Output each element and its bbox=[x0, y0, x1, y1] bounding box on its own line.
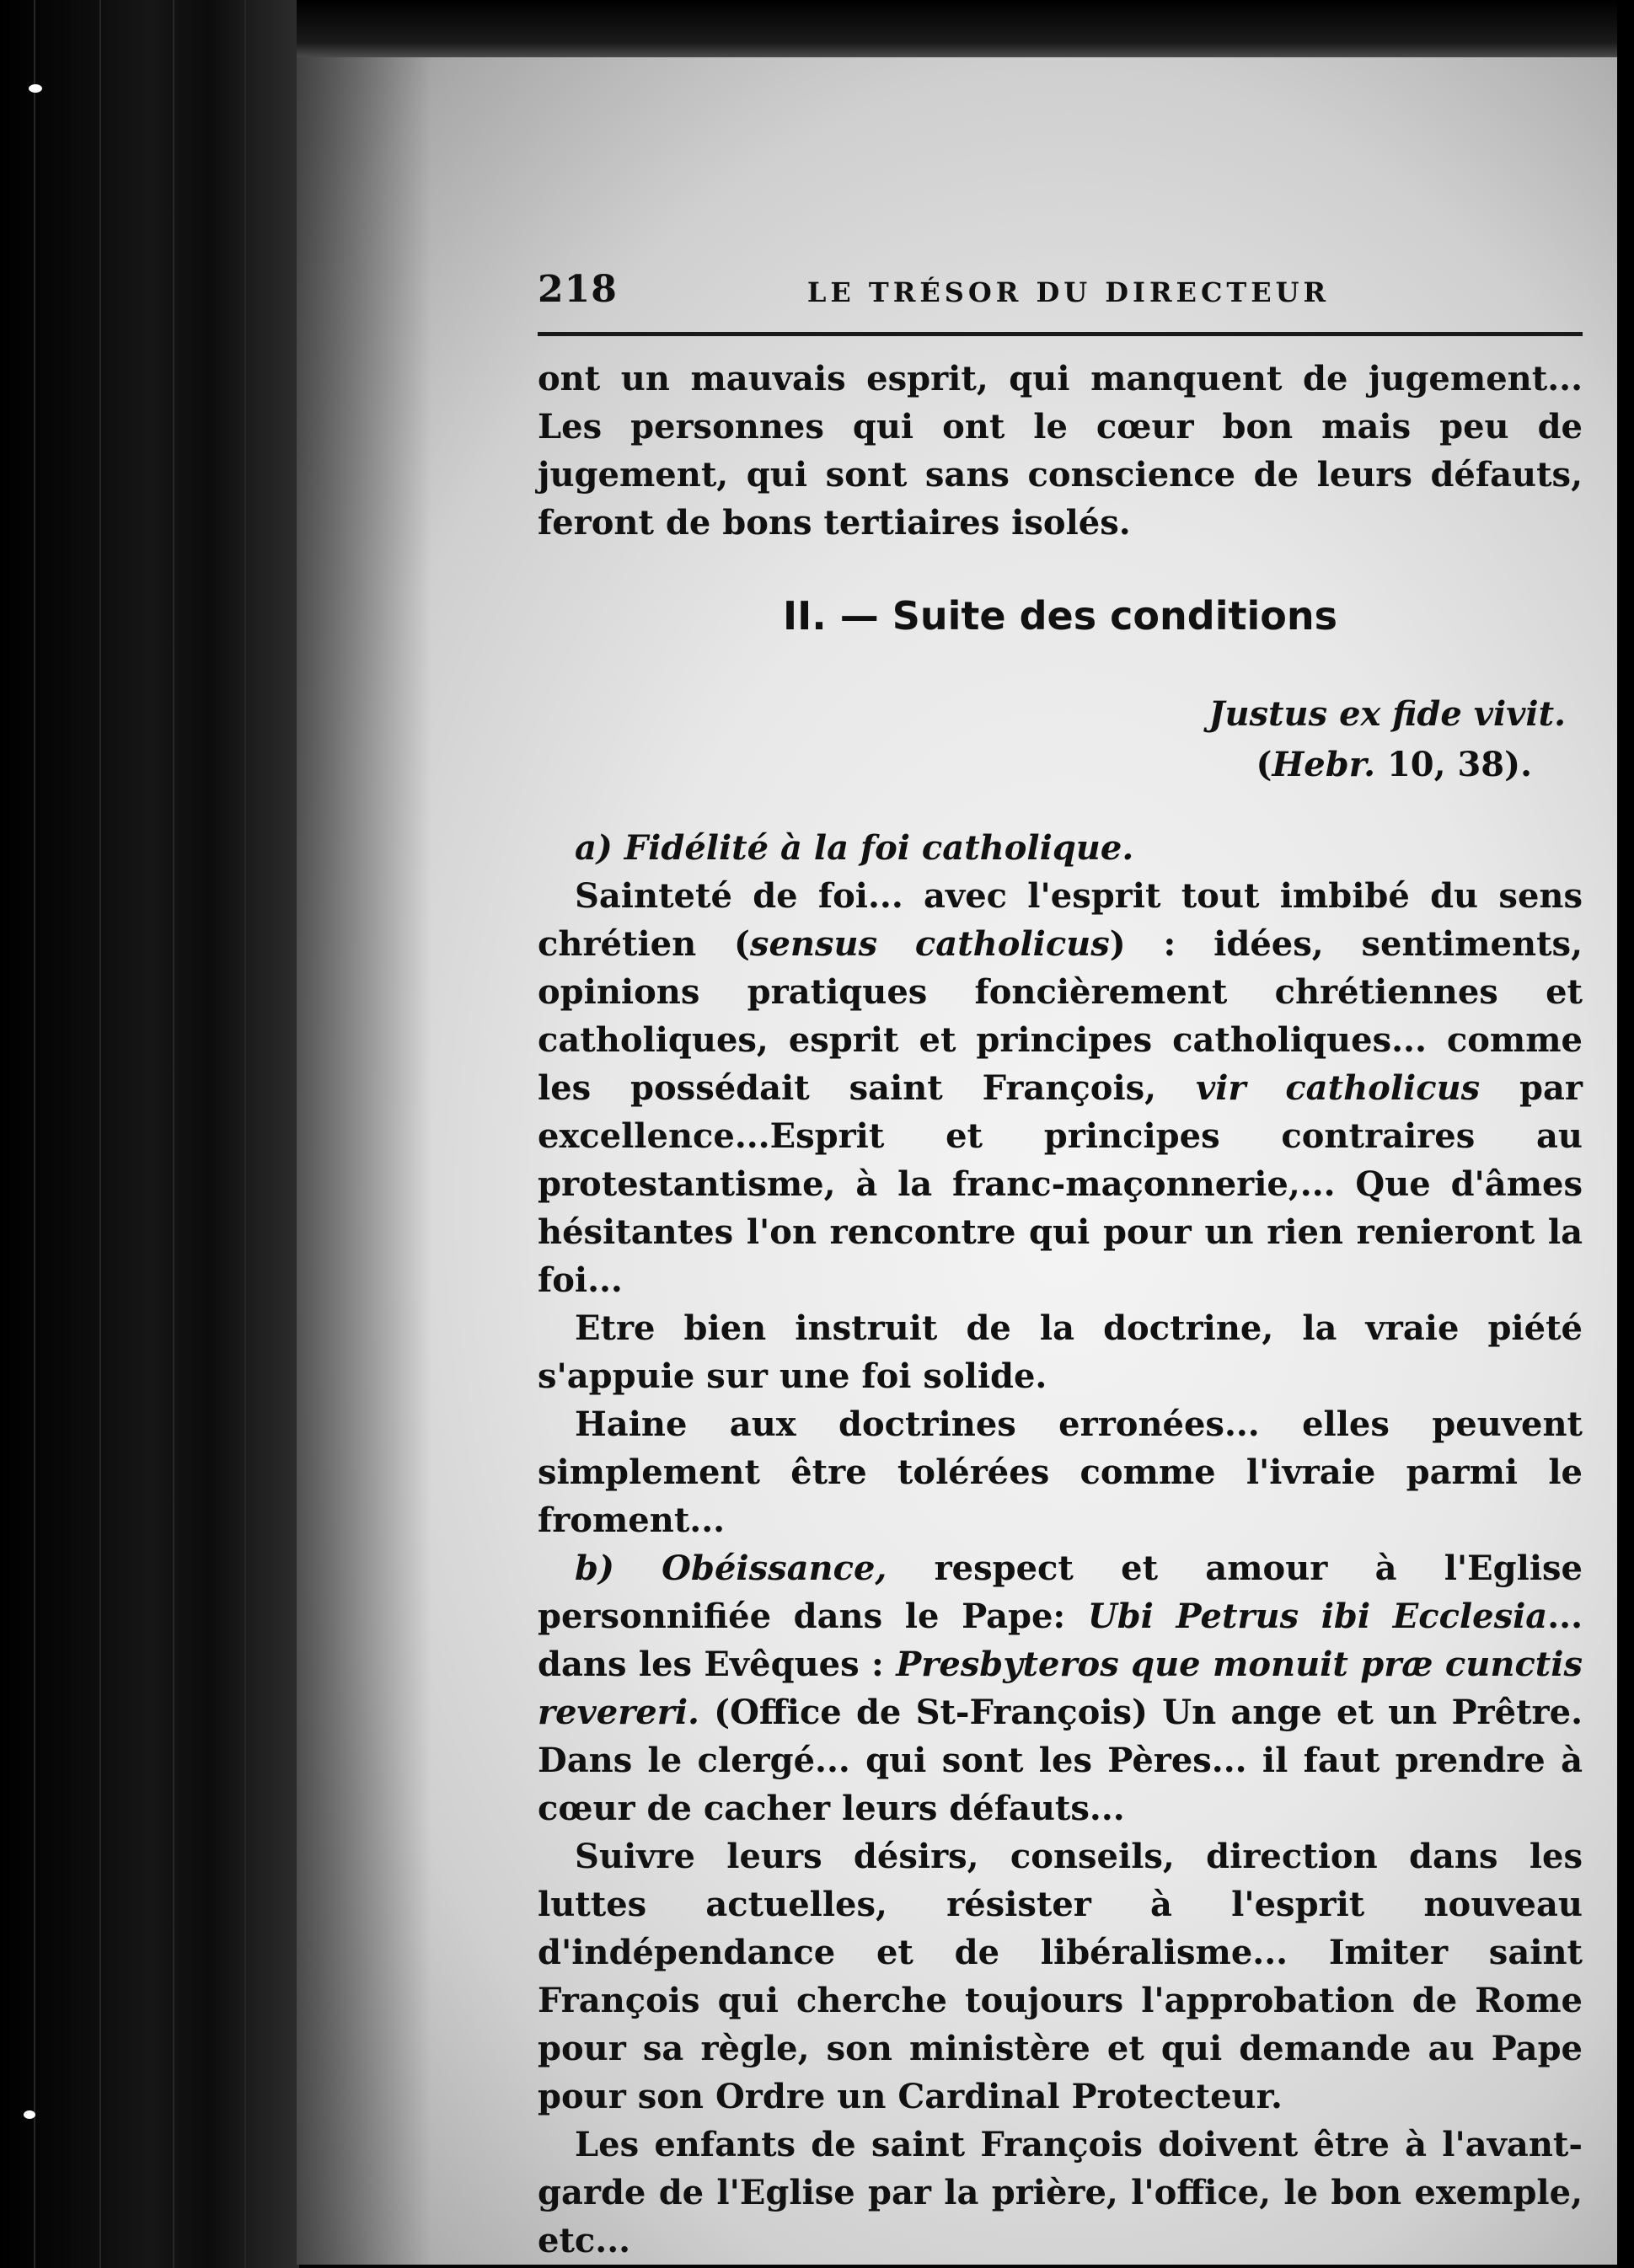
para4-italic-1: Ubi Petrus ibi Ecclesia bbox=[1087, 1597, 1548, 1636]
page-number: 218 bbox=[538, 268, 618, 311]
para1-mid: ) : idées, sentiments, opinions pratiques foncièrement chrétiennes et catholiques, esprit et principes catholiques... comme les possédait saint François, bbox=[538, 924, 1583, 1108]
paragraph-doctrine: Etre bien instruit de la doctrine, la vraie piété s'appuie sur une foi solide. bbox=[538, 1308, 1583, 1396]
dust-speck bbox=[29, 84, 42, 93]
page-gutter-shadow bbox=[297, 57, 431, 2265]
top-film-edge bbox=[297, 0, 1634, 61]
epigraph bbox=[538, 689, 1583, 790]
film-edge-strip bbox=[0, 0, 299, 2268]
dust-speck bbox=[24, 2110, 35, 2119]
paragraph-follow: Suivre leurs désirs, conseils, direction dans les luttes actuelles, résister à l'esprit nouveau d'indépendance et de libéralisme... Imiter saint François qui cherche toujours l'approbation de Rome pour sa règle, son ministère et qui demande au Pape pour son Ordre un Cardinal Protecteur. bbox=[538, 1837, 1583, 2116]
para4-start: respect et amour à l'Eglise personnifiée dans le Pape: bbox=[538, 1549, 1583, 1636]
ref-book: Hebr. bbox=[1272, 745, 1376, 784]
paragraph-errors: Haine aux doctrines erronées... elles peuvent simplement être tolérées comme l'ivraie parmi le froment... bbox=[538, 1404, 1583, 1540]
page-text bbox=[538, 268, 1583, 2265]
right-film-edge bbox=[1617, 0, 1634, 2268]
paragraph-obedience bbox=[538, 1544, 1583, 1832]
running-header bbox=[538, 268, 1583, 315]
para1-italic-1: sensus catholicus bbox=[749, 924, 1110, 964]
header-rule bbox=[538, 332, 1583, 336]
section-heading: II. — Suite des conditions bbox=[783, 593, 1337, 639]
para4-mid: ... dans les Evêques : bbox=[538, 1597, 1583, 1684]
ref-open: ( bbox=[1256, 745, 1272, 784]
film-streak bbox=[99, 0, 101, 2268]
para1-start: Sainteté de foi... avec l'esprit tout imbibé du sens chrétien ( bbox=[538, 876, 1583, 964]
paragraph-vanguard: Les enfants de saint François doivent être à l'avant-garde de l'Eglise par la prière, l'office, le bon exemple, etc... bbox=[538, 2125, 1583, 2260]
film-streak bbox=[244, 0, 246, 2268]
paragraph-faith bbox=[538, 872, 1583, 1304]
para1-italic-2: vir catholicus bbox=[1195, 1068, 1481, 1108]
ref-rest: 10, 38). bbox=[1375, 745, 1532, 784]
para1-end: par excellence...Esprit et principes contraires au protestantisme, à la franc-maçonnerie,... Que d'âmes hésitantes l'on rencontre qui pour un rien renieront la foi... bbox=[538, 1068, 1583, 1300]
running-title: LE TRÉSOR DU DIRECTEUR bbox=[806, 276, 1331, 308]
opening-paragraph: ont un mauvais esprit, qui manquent de jugement... Les personnes qui ont le cœur bon mais peu de jugement, qui sont sans conscience de leurs défauts, feront de bons tertiaires isolés. bbox=[538, 359, 1583, 543]
film-streak bbox=[34, 0, 35, 2268]
subheading-a: a) Fidélité à la foi catholique. bbox=[575, 828, 1134, 868]
para4-end: (Office de St-François) Un ange et un Prêtre. Dans le clergé... qui sont les Pères... il faut prendre à cœur de cacher leurs défauts... bbox=[538, 1693, 1583, 1828]
epigraph-reference bbox=[538, 740, 1566, 790]
epigraph-quote: Justus ex fide vivit. bbox=[1208, 694, 1566, 734]
film-streak bbox=[173, 0, 174, 2268]
para4-label: b) Obéissance, bbox=[575, 1549, 887, 1588]
para4-italic-2: Presbyteros que monuit præ cunctis revereri. bbox=[538, 1645, 1583, 1732]
